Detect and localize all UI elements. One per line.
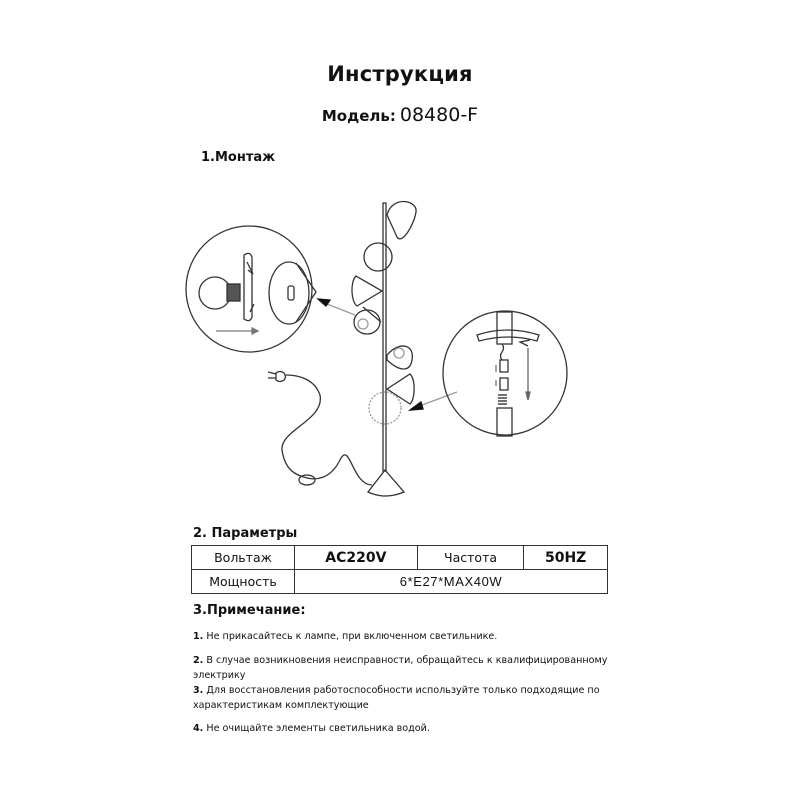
cell-frequency-label: Частота bbox=[417, 546, 524, 570]
section-heading-mount: 1.Монтаж bbox=[201, 150, 276, 165]
section-heading-notes: 3.Примечание: bbox=[193, 603, 306, 618]
table-row bbox=[192, 570, 608, 594]
bulb-icon bbox=[199, 277, 231, 309]
floor-lamp-icon bbox=[268, 201, 457, 496]
connector-detail-circle bbox=[443, 311, 567, 436]
cell-power-label: Мощность bbox=[192, 570, 295, 594]
note-item: 2. В случае возникновения неисправности, обращайтесь к квалифицированному электрику bbox=[193, 655, 608, 681]
model-label: Модель: bbox=[321, 107, 396, 125]
cell-power-value: 6*E27*MAX40W bbox=[295, 570, 608, 594]
cell-frequency-value: 50HZ bbox=[524, 546, 608, 570]
params-table bbox=[191, 545, 608, 594]
foot-switch-icon bbox=[299, 475, 315, 485]
cell-voltage-label: Вольтаж bbox=[192, 546, 295, 570]
section-heading-params: 2. Параметры bbox=[193, 526, 298, 541]
table-row bbox=[192, 546, 608, 570]
note-item: 3. Для восстановления работоспособности используйте только подходящие по характеристикам комплектующие bbox=[193, 685, 600, 711]
model-value: 08480-F bbox=[399, 104, 479, 126]
cell-voltage-value: AC220V bbox=[295, 546, 418, 570]
note-item: 1. Не прикасайтесь к лампе, при включенном светильнике. bbox=[193, 631, 498, 642]
page-title: Инструкция bbox=[327, 62, 473, 86]
plug-icon bbox=[276, 372, 286, 382]
bulb-detail-circle bbox=[186, 226, 316, 352]
note-item: 4. Не очищайте элементы светильника водой. bbox=[193, 723, 430, 734]
